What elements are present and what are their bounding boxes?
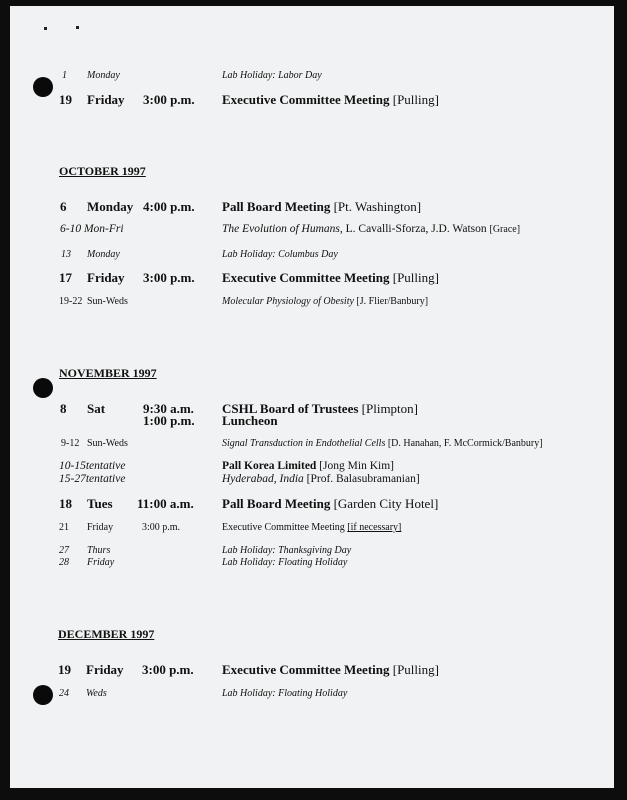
event: Hyderabad, India bbox=[222, 473, 304, 485]
day: 18 bbox=[59, 496, 72, 511]
weekday: Friday bbox=[86, 662, 124, 677]
event: Molecular Physiology of Obesity bbox=[222, 296, 354, 307]
event: Lab Holiday: Labor Day bbox=[222, 70, 322, 81]
time: 3:00 p.m. bbox=[143, 92, 195, 107]
day: 19 bbox=[58, 662, 71, 677]
day: 13 bbox=[61, 249, 71, 260]
note: [Pulling] bbox=[392, 92, 439, 107]
weekday: Friday bbox=[87, 522, 114, 533]
event-line bbox=[222, 522, 401, 533]
note: [if necessary] bbox=[347, 522, 402, 533]
day: 6 bbox=[60, 199, 67, 214]
weekday: Monday bbox=[87, 199, 134, 214]
note: [Pulling] bbox=[392, 270, 439, 285]
time: 3:00 p.m. bbox=[143, 270, 195, 285]
punch-hole bbox=[33, 77, 53, 97]
weekday: Thurs bbox=[87, 545, 111, 556]
weekday: Weds bbox=[86, 688, 107, 699]
event-line bbox=[222, 438, 543, 449]
note: [Plimpton] bbox=[361, 401, 418, 416]
note: [Pt. Washington] bbox=[333, 199, 422, 214]
day: 19 bbox=[59, 92, 72, 107]
scan-mark bbox=[44, 27, 47, 30]
day: 21 bbox=[59, 522, 69, 533]
note: [Pulling] bbox=[392, 662, 439, 677]
time: 3:00 p.m. bbox=[142, 522, 181, 533]
month-heading-november: NOVEMBER 1997 bbox=[59, 366, 157, 380]
event: Lab Holiday: Columbus Day bbox=[222, 249, 338, 260]
event: Executive Committee Meeting bbox=[222, 270, 390, 285]
day: 19-22 bbox=[59, 296, 83, 307]
weekday: Sat bbox=[87, 401, 106, 416]
note: [Prof. Balasubramanian] bbox=[306, 473, 420, 485]
event-line bbox=[222, 199, 421, 215]
days: 10-15tentative bbox=[59, 460, 126, 472]
event: Luncheon bbox=[222, 413, 278, 428]
time: 9:30 a.m. bbox=[143, 401, 194, 416]
event: Executive Committee Meeting bbox=[222, 662, 390, 677]
time: 11:00 a.m. bbox=[137, 496, 194, 511]
punch-hole bbox=[33, 378, 53, 398]
day: 17 bbox=[59, 270, 72, 285]
time: 3:00 p.m. bbox=[142, 662, 194, 677]
event-line bbox=[222, 496, 438, 512]
month-heading-october: OCTOBER 1997 bbox=[59, 164, 146, 178]
day: 8 bbox=[60, 401, 67, 416]
event-line bbox=[222, 296, 428, 307]
days: 6-10 Mon-Fri bbox=[60, 223, 124, 235]
weekday: Sun-Weds bbox=[87, 296, 128, 307]
weekday: Friday bbox=[87, 92, 125, 107]
day: 27 bbox=[59, 545, 69, 556]
event-line bbox=[222, 270, 439, 286]
day: 9-12 bbox=[61, 438, 80, 449]
punch-hole bbox=[33, 685, 53, 705]
event: Executive Committee Meeting bbox=[222, 522, 345, 533]
weekday: Friday bbox=[87, 270, 125, 285]
event-line bbox=[222, 662, 439, 678]
time: 1:00 p.m. bbox=[143, 413, 195, 428]
speakers: , L. Cavalli-Sforza, J.D. Watson bbox=[339, 223, 487, 235]
note: [Grace] bbox=[489, 224, 521, 235]
weekday: Monday bbox=[87, 70, 120, 81]
note: [D. Hanahan, F. McCormick/Banbury] bbox=[387, 438, 543, 449]
weekday: Tues bbox=[87, 496, 113, 511]
event: Pall Board Meeting bbox=[222, 199, 331, 214]
month-heading-december: DECEMBER 1997 bbox=[58, 627, 155, 641]
event-line bbox=[222, 92, 439, 108]
weekday: Sun-Weds bbox=[87, 438, 128, 449]
scan-mark bbox=[76, 26, 79, 29]
time: 4:00 p.m. bbox=[143, 199, 195, 214]
days: 15-27tentative bbox=[59, 473, 126, 485]
day: 1 bbox=[62, 70, 67, 81]
note: [Garden City Hotel] bbox=[333, 496, 439, 511]
event: Lab Holiday: Floating Holiday bbox=[222, 557, 348, 568]
note: [J. Flier/Banbury] bbox=[356, 296, 429, 307]
weekday: Monday bbox=[87, 249, 120, 260]
day: 28 bbox=[59, 557, 69, 568]
event: The Evolution of Humans bbox=[222, 223, 340, 235]
event-line bbox=[222, 223, 520, 235]
day: 24 bbox=[59, 688, 69, 699]
event: Lab Holiday: Thanksgiving Day bbox=[222, 545, 352, 556]
event-line bbox=[222, 460, 394, 472]
event: Executive Committee Meeting bbox=[222, 92, 390, 107]
weekday: Friday bbox=[87, 557, 115, 568]
note: [Jong Min Kim] bbox=[319, 460, 394, 472]
event-line bbox=[222, 473, 420, 485]
event: CSHL Board of Trustees bbox=[222, 401, 359, 416]
event: Signal Transduction in Endothelial Cells bbox=[222, 438, 386, 449]
event: Pall Korea Limited bbox=[222, 460, 317, 472]
event: Pall Board Meeting bbox=[222, 496, 331, 511]
event: Lab Holiday: Floating Holiday bbox=[222, 688, 348, 699]
